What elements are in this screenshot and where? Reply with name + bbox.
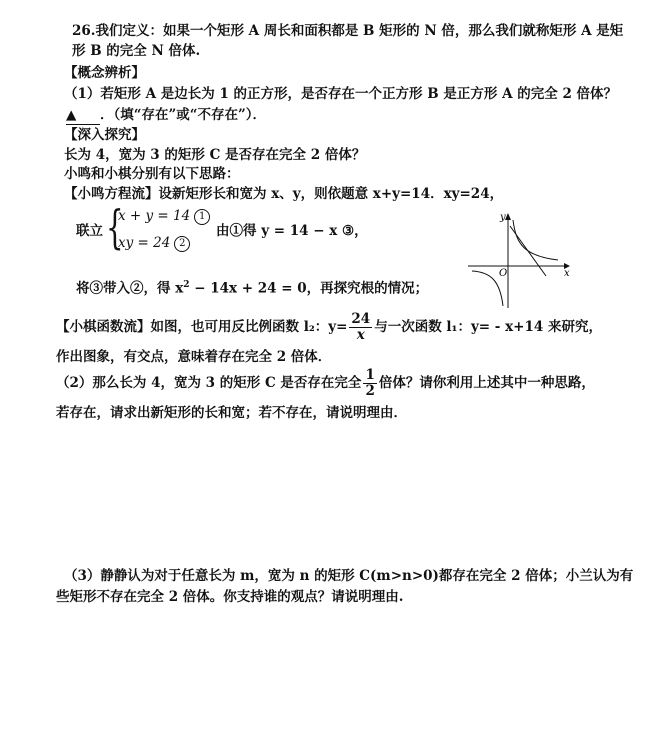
part1-question: （1）若矩形 A 是边长为 1 的正方形，是否存在一个正方形 B 是正方形 A 的完全 2 倍体？ xyxy=(64,86,618,102)
xiaoming-method-line: 【小鸣方程流】设新矩形长和宽为 x、y，则依题意 x+y=14．xy=24， xyxy=(64,186,504,202)
origin-label: O xyxy=(499,268,508,279)
equation-1-marker: 1 xyxy=(194,209,210,225)
part1-answer-line xyxy=(66,106,266,125)
y-axis-arrow xyxy=(505,213,511,220)
xiaoqi-method-line: 【小棋函数流】如图，也可用反比例函数 l₂：y= $\frac{24}{x}$ 与一次函数 l₁：y= - x+14 来研究， xyxy=(56,311,602,343)
definition-line-2: 形 B 的完全 N 倍体. xyxy=(72,43,201,59)
thinking-intro: 小鸣和小棋分别有以下思路： xyxy=(64,166,240,182)
derive-equation-3: 由①得 y = 14 − x ③， xyxy=(216,223,368,239)
part3-line-1: （3）静静认为对于任意长为 m，宽为 n 的矩形 C(m>n>0)都存在完全 2 倍体；小兰认为有 xyxy=(64,568,634,584)
equation-1: x + y = 14 1 xyxy=(118,207,210,225)
x-axis-label: x xyxy=(564,268,570,279)
xiaoqi-conclusion: 作出图象，有交点，意味着存在完全 2 倍体． xyxy=(56,349,332,365)
concept-analysis-header: 【概念辨析】 xyxy=(64,65,145,81)
substitute-line: 将③带入②，得 $x^2 - 14x + 24 = 0$，再探究根的情况； xyxy=(76,280,429,297)
lianli-label: 联立 xyxy=(76,223,103,239)
linear-function-line xyxy=(510,226,546,276)
answer-instruction: ．（填“存在”或“不存在”）． xyxy=(100,107,267,123)
reciprocal-fraction: $\frac{24}{x}$ xyxy=(351,311,371,343)
answer-blank: ▲ xyxy=(66,106,100,125)
equation-2-marker: 2 xyxy=(174,236,190,252)
part2-instruction: 若存在，请求出新矩形的长和宽；若不存在，请说明理由． xyxy=(56,405,407,421)
system-brace: { xyxy=(106,200,124,254)
part3-line-2: 些矩形不存在完全 2 倍体。你支持谁的观点？请说明理由. xyxy=(56,589,404,605)
deep-exploration-question: 长为 4，宽为 3 的矩形 C 是否存在完全 2 倍体？ xyxy=(64,147,366,163)
deep-exploration-header: 【深入探究】 xyxy=(64,127,145,143)
y-axis-label: y xyxy=(500,212,506,223)
half-fraction: $\frac{1}{2}$ xyxy=(365,367,375,399)
function-graph xyxy=(466,210,576,310)
definition-line-1: 26.我们定义：如果一个矩形 A 周长和面积都是 B 矩形的 N 倍，那么我们就称矩形 A 是矩 xyxy=(72,23,624,39)
part2-question: （2）那么长为 4，宽为 3 的矩形 C 是否存在完全 $\frac{1}{2}$ 倍体？请你利用上述其中一种思路， xyxy=(56,367,595,399)
equation-2: xy = 24 2 xyxy=(118,234,190,252)
